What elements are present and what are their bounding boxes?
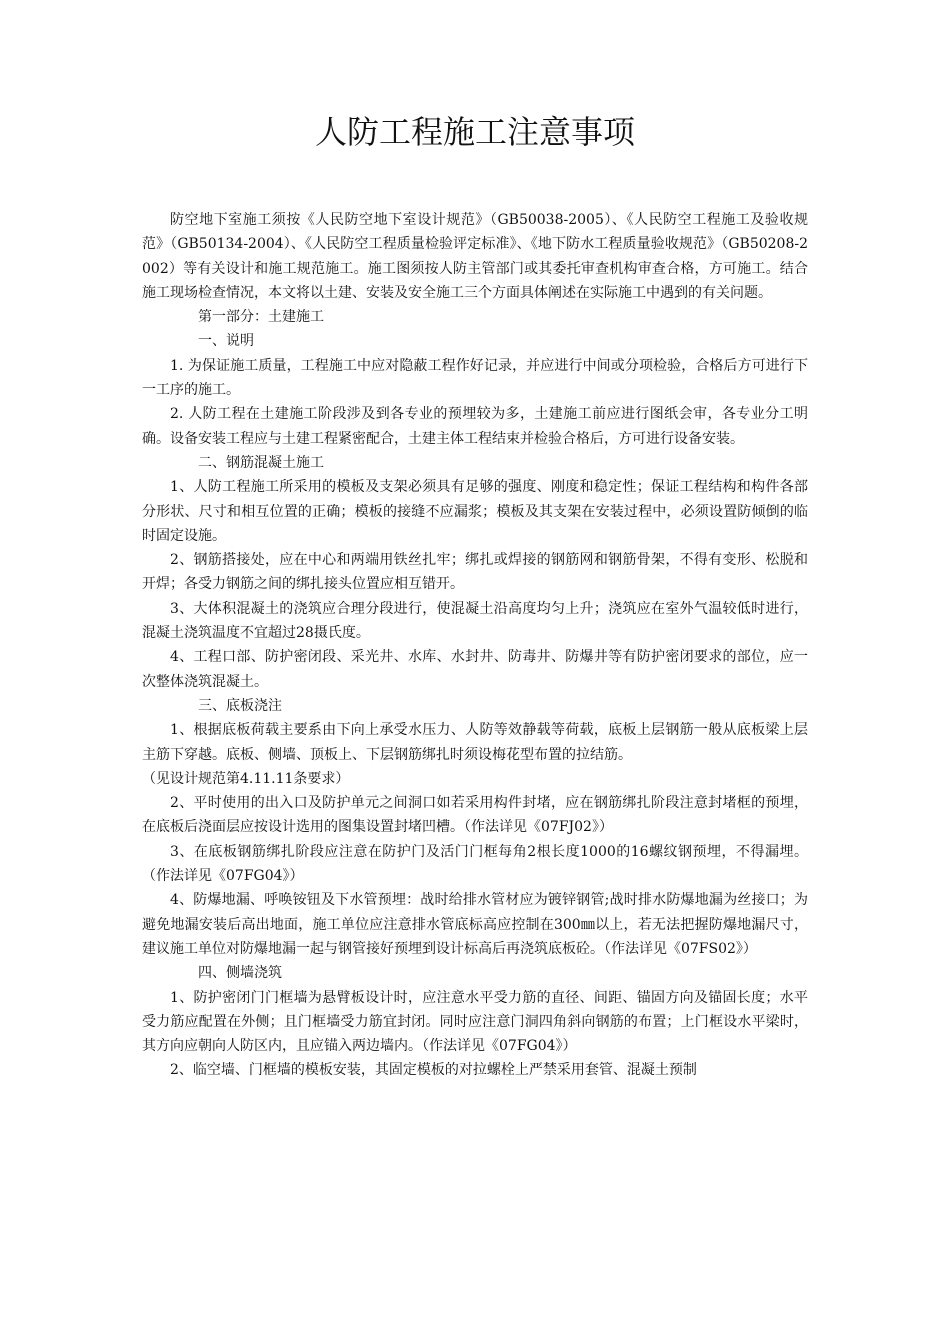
paragraph: 1. 为保证施工质量，工程施工中应对隐蔽工程作好记录，并应进行中间或分项检验，合格后方可进行下一工序的施工。	[142, 357, 808, 399]
paragraph: 2、临空墙、门框墙的模板安装，其固定模板的对拉螺栓上严禁采用套管、混凝土预制	[170, 1062, 697, 1079]
paragraph: 2. 人防工程在土建施工阶段涉及到各专业的预埋较为多，土建施工前应进行图纸会审，各专业分工明确。设备安装工程应与土建工程紧密配合，土建主体工程结束并检验合格后，方可进行设备安装。	[142, 406, 808, 447]
section-heading: 二、钢筋混凝土施工	[198, 454, 324, 471]
section-heading: 三、底板浇注	[198, 697, 282, 714]
section-heading: 一、说明	[198, 333, 254, 350]
paragraph: 4、工程口部、防护密闭段、采光井、水库、水封井、防毒井、防爆井等有防护密闭要求的部位，应一次整体浇筑混凝土。	[142, 649, 808, 690]
section-heading: 四、侧墙浇筑	[198, 965, 282, 982]
document-body	[142, 208, 808, 1083]
paragraph: 1、人防工程施工所采用的模板及支架必须具有足够的强度、刚度和稳定性；保证工程结构和构件各部分形状、尺寸和相互位置的正确；模板的接缝不应漏浆；模板及其支架在安装过程中，必须设置防倾倒的临时固定设施。	[142, 479, 808, 544]
paragraph: 4、防爆地漏、呼唤铵钮及下水管预埋：战时给排水管材应为镀锌钢管;战时排水防爆地漏为丝接口；为避免地漏安装后高出地面，施工单位应注意排水管底标高应控制在300㎜以上，若无法把握防爆地漏尺寸，建议施工单位对防爆地漏一起与钢管接好预埋到设计标高后再浇筑底板砼。（作法详见《07FS02》）	[142, 892, 808, 957]
intro-paragraph: 防空地下室施工须按《人民防空地下室设计规范》（GB50038-2005）、《人民防空工程施工及验收规范》（GB50134-2004）、《人民防空工程质量检验评定标准》、《地下防水工程质量验收规范》（GB50208-2002）等有关设计和施工规范施工。施工图须按人防主管部门或其委托审查机构审查合格，方可施工。结合施工现场检查情况，本文将以土建、安装及安全施工三个方面具体阐述在实际施工中遇到的有关问题。	[142, 212, 808, 301]
paragraph: 3、在底板钢筋绑扎阶段应注意在防护门及活门门框每角2根长度1000的16螺纹钢预埋，不得漏埋。（作法详见《07FG04》）	[142, 843, 808, 885]
paragraph: 1、根据底板荷载主要系由下向上承受水压力、人防等效静载等荷载，底板上层钢筋一般从底板梁上层主筋下穿越。底板、侧墙、顶板上、下层钢筋绑扎时须设梅花型布置的拉结筋。	[142, 722, 808, 763]
paragraph-note: （见设计规范第4.11.11条要求）	[142, 770, 350, 787]
paragraph: 2、平时使用的出入口及防护单元之间洞口如若采用构件封堵，应在钢筋绑扎阶段注意封堵框的预埋，在底板后浇面层应按设计选用的图集设置封堵凹槽。（作法详见《07FJ02》）	[142, 795, 808, 836]
paragraph: 2、钢筋搭接处，应在中心和两端用铁丝扎牢；绑扎或焊接的钢筋网和钢筋骨架，不得有变形、松脱和开焊；各受力钢筋之间的绑扎接头位置应相互错开。	[142, 552, 808, 593]
paragraph: 3、大体积混凝土的浇筑应合理分段进行，使混凝土沿高度均匀上升；浇筑应在室外气温较低时进行，混凝土浇筑温度不宜超过28摄氏度。	[142, 600, 808, 642]
paragraph: 1、防护密闭门门框墙为悬臂板设计时，应注意水平受力筋的直径、间距、锚固方向及锚固长度；水平受力筋应配置在外侧；且门框墙受力筋宜封闭。同时应注意门洞四角斜向钢筋的布置；上门框设水平梁时，其方向应朝向人防区内，且应锚入两边墙内。（作法详见《07FG04》）	[142, 989, 808, 1055]
document-title: 人防工程施工注意事项	[314, 113, 635, 151]
part-heading: 第一部分：土建施工	[198, 309, 324, 326]
